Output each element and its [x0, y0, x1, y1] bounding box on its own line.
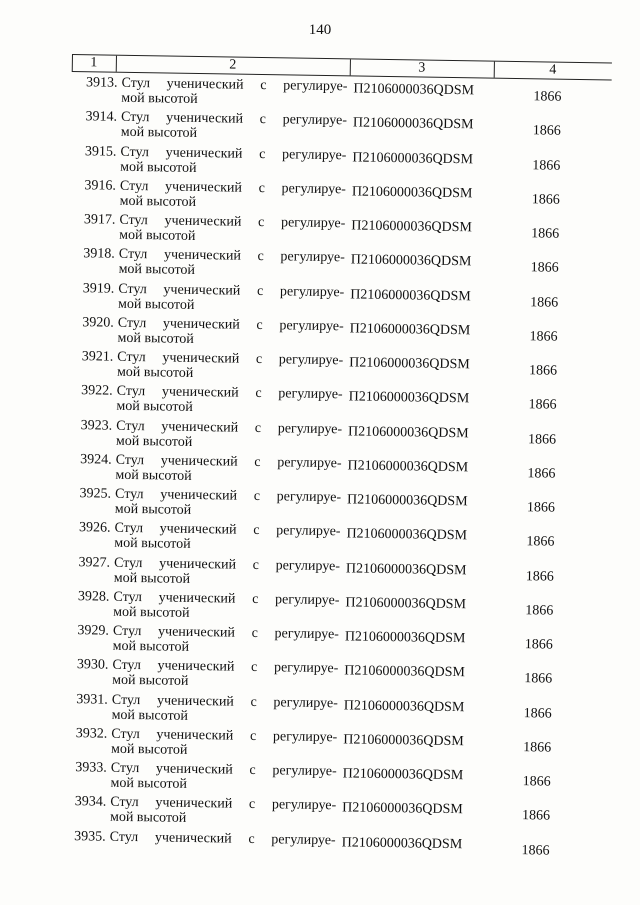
item-number: 3924. [80, 451, 112, 468]
item-description [121, 76, 347, 110]
desc-line-2: мой высотой [117, 296, 195, 313]
desc-word: регулируе- [279, 283, 345, 300]
item-quantity: 1866 [531, 191, 560, 208]
desc-word: ученический [162, 316, 240, 333]
desc-word: ученический [155, 761, 233, 778]
item-code: П2106000036QDSM [352, 149, 474, 167]
item-code: П2106000036QDSM [342, 766, 464, 784]
desc-word: ученический [159, 555, 237, 573]
item-number: 3915. [84, 143, 117, 160]
item-number: 3919. [82, 280, 115, 297]
header-col-3: 3 [418, 60, 426, 76]
desc-word: регулируе- [273, 694, 338, 711]
item-quantity: 1866 [522, 774, 551, 790]
item-code: П2106000036QDSM [352, 115, 474, 133]
desc-line-2: мой высотой [115, 433, 193, 450]
desc-word: ученический [164, 179, 243, 196]
item-code: П2106000036QDSM [345, 560, 467, 578]
item-number: 3935. [74, 828, 106, 845]
desc-word: регулируе- [281, 181, 346, 198]
desc-word: ученический [163, 281, 241, 299]
desc-word: регулируе- [271, 831, 336, 848]
desc-word: Стул [114, 486, 144, 503]
desc-word: Стул [116, 383, 146, 400]
item-description [117, 350, 343, 384]
item-description [116, 418, 342, 452]
desc-line-2: мой высотой [113, 570, 191, 587]
item-quantity: 1866 [531, 226, 560, 242]
desc-word: Стул [116, 418, 145, 434]
item-description [110, 761, 336, 795]
desc-word: ученический [166, 110, 244, 127]
desc-word: с [254, 454, 261, 470]
item-quantity: 1866 [523, 705, 552, 722]
desc-word: Стул [115, 452, 145, 468]
item-description [120, 179, 346, 213]
item-code: П2106000036QDSM [345, 595, 467, 613]
header-col-1: 1 [90, 55, 98, 71]
desc-word: Стул [114, 520, 144, 537]
desc-word: Стул [112, 657, 141, 674]
item-description [116, 384, 342, 418]
desc-word: ученический [161, 418, 239, 436]
desc-word: с [255, 386, 262, 402]
item-quantity: 1866 [526, 534, 555, 550]
desc-line-2: мой высотой [121, 90, 198, 107]
item-description [113, 624, 339, 658]
item-code: П2106000036QDSM [351, 184, 473, 202]
item-code: П2106000036QDSM [346, 526, 468, 544]
item-number: 3927. [78, 554, 111, 571]
desc-line-2: мой высотой [116, 364, 194, 381]
item-code: П2106000036QDSM [349, 321, 471, 339]
desc-word: Стул [118, 281, 147, 297]
item-number: 3929. [77, 623, 110, 639]
item-quantity: 1866 [530, 260, 559, 276]
desc-word: Стул [111, 692, 141, 708]
desc-word: ученический [155, 795, 233, 812]
desc-word: ученический [157, 624, 236, 641]
item-number: 3928. [77, 588, 110, 605]
desc-word: с [256, 283, 264, 299]
item-code: П2106000036QDSM [351, 218, 473, 236]
item-code: П2106000036QDSM [350, 286, 471, 304]
item-description [112, 692, 338, 726]
item-quantity: 1866 [529, 328, 558, 345]
item-quantity: 1866 [523, 739, 552, 756]
desc-line-2: мой высотой [117, 330, 194, 347]
item-description [110, 795, 336, 829]
item-number: 3916. [84, 177, 117, 194]
item-description [115, 487, 341, 521]
desc-word: с [255, 351, 263, 368]
desc-word: с [257, 214, 265, 231]
desc-line-2: мой высотой [110, 741, 188, 758]
desc-word: ученический [159, 521, 237, 538]
table-row [59, 825, 599, 868]
desc-word: с [251, 625, 258, 641]
item-number: 3933. [75, 760, 107, 776]
item-quantity: 1866 [521, 842, 550, 859]
item-number: 3932. [75, 725, 108, 742]
item-number: 3925. [79, 486, 112, 502]
header-col-2: 2 [229, 57, 237, 73]
item-quantity: 1866 [527, 431, 557, 448]
item-quantity: 1866 [524, 637, 553, 653]
desc-line-2: мой высотой [110, 775, 187, 792]
desc-word: регулируе- [274, 592, 340, 609]
desc-word: регулируе- [277, 420, 343, 437]
item-code: П2106000036QDSM [347, 458, 469, 476]
desc-word: с [253, 488, 261, 505]
item-code: П2106000036QDSM [350, 252, 472, 270]
item-code: П2106000036QDSM [347, 423, 469, 441]
item-quantity: 1866 [532, 157, 561, 174]
desc-line-2: мой высотой [111, 707, 189, 724]
item-description [112, 658, 338, 692]
desc-word: Стул [111, 726, 140, 742]
item-description [114, 555, 340, 589]
desc-word: ученический [160, 487, 238, 504]
desc-word: ученический [156, 692, 234, 710]
desc-word: регулируе- [280, 249, 345, 266]
item-number: 3921. [81, 349, 114, 365]
item-code: П2106000036QDSM [344, 663, 466, 681]
desc-word: ученический [154, 829, 232, 847]
page-number: 140 [308, 22, 332, 38]
desc-word: ученический [164, 213, 242, 230]
item-number: 3917. [83, 212, 116, 228]
item-quantity: 1866 [528, 397, 557, 413]
desc-word: регулируе- [281, 146, 347, 163]
item-code: П2106000036QDSM [343, 732, 464, 749]
item-number: 3920. [82, 314, 114, 331]
desc-word: с [249, 728, 257, 744]
item-description [118, 281, 344, 315]
desc-line-2: мой высотой [119, 227, 196, 244]
desc-word: Стул [117, 349, 146, 366]
desc-word: регулируе- [280, 215, 346, 232]
item-quantity: 1866 [530, 294, 559, 311]
desc-word: ученический [158, 590, 236, 607]
desc-word: ученический [166, 76, 244, 93]
desc-word: с [252, 557, 260, 573]
item-description [110, 829, 336, 848]
desc-word: с [259, 112, 267, 128]
desc-word: с [257, 249, 264, 265]
item-code: П2106000036QDSM [349, 355, 470, 373]
desc-word: ученический [160, 453, 238, 470]
desc-line-2: мой высотой [112, 638, 190, 655]
item-number: 3926. [78, 520, 111, 536]
desc-word: регулируе- [272, 763, 337, 780]
desc-word: регулируе- [279, 318, 344, 335]
desc-word: Стул [110, 794, 139, 811]
item-number: 3913. [85, 75, 118, 91]
desc-word: Стул [118, 247, 148, 263]
desc-word: с [256, 317, 263, 333]
desc-word: регулируе- [276, 489, 342, 506]
item-quantity: 1866 [525, 602, 554, 619]
desc-word: регулируе- [282, 112, 348, 129]
item-code: П2106000036QDSM [341, 834, 463, 852]
desc-word: регулируе- [271, 797, 337, 814]
desc-word: Стул [120, 144, 150, 160]
desc-word: Стул [119, 212, 148, 229]
desc-word: с [248, 831, 255, 847]
item-description [115, 452, 341, 486]
inventory-table [59, 54, 612, 868]
desc-word: ученический [156, 727, 234, 744]
item-description [120, 144, 346, 178]
desc-word: Стул [119, 178, 149, 194]
desc-word: с [250, 660, 258, 676]
desc-line-2: мой высотой [118, 262, 196, 279]
desc-line-2: мой высотой [113, 604, 190, 621]
desc-word: регулируе- [273, 660, 339, 677]
desc-word: с [249, 762, 256, 778]
desc-word: ученический [165, 144, 243, 162]
desc-word: Стул [113, 589, 143, 605]
desc-line-2: мой высотой [114, 501, 192, 518]
item-quantity: 1866 [528, 363, 558, 379]
desc-line-2: мой высотой [116, 398, 193, 416]
item-quantity: 1866 [521, 808, 551, 824]
item-description [113, 589, 339, 623]
desc-line-2: мой высотой [115, 467, 192, 484]
desc-word: Стул [120, 110, 150, 126]
item-number: 3918. [83, 246, 115, 262]
desc-line-2: мой высотой [120, 159, 197, 176]
desc-word: регулируе- [272, 728, 338, 745]
item-number: 3923. [80, 417, 113, 434]
item-quantity: 1866 [532, 123, 561, 139]
item-quantity: 1866 [526, 500, 556, 516]
item-code: П2106000036QDSM [342, 800, 463, 818]
item-description [121, 110, 347, 144]
desc-word: ученический [161, 384, 239, 401]
desc-word: Стул [113, 555, 143, 571]
item-quantity: 1866 [533, 89, 562, 105]
header-col-4: 4 [549, 62, 557, 78]
desc-word: с [250, 694, 257, 710]
item-number: 3914. [85, 109, 118, 125]
desc-word: с [258, 180, 265, 196]
desc-word: Стул [110, 760, 140, 777]
desc-word: Стул [112, 623, 142, 640]
desc-word: ученический [157, 658, 235, 675]
desc-word: с [248, 797, 256, 813]
desc-word: с [252, 591, 259, 607]
item-code: П2106000036QDSM [344, 629, 466, 647]
desc-word: регулируе- [283, 78, 348, 95]
desc-line-2: мой высотой [114, 535, 191, 553]
item-number: 3934. [74, 794, 107, 810]
item-number: 3931. [76, 691, 108, 708]
desc-line-2: мой высотой [119, 193, 197, 210]
desc-word: с [253, 523, 260, 539]
desc-word: регулируе- [275, 557, 341, 574]
item-description [114, 521, 340, 555]
desc-line-2: мой высотой [109, 809, 187, 827]
table-body [59, 72, 611, 868]
desc-word: с [259, 146, 266, 162]
item-number: 3922. [81, 383, 113, 399]
item-quantity: 1866 [527, 465, 556, 482]
desc-word: Стул [117, 315, 147, 331]
desc-word: регулируе- [274, 626, 339, 643]
item-description [117, 316, 343, 350]
desc-word: Стул [109, 829, 139, 845]
item-description [111, 726, 337, 760]
desc-word: регулируе- [278, 352, 344, 369]
desc-word: Стул [121, 75, 151, 92]
desc-word: регулируе- [276, 523, 341, 540]
desc-word: регулируе- [278, 386, 343, 403]
desc-word: ученический [163, 247, 241, 264]
item-code: П2106000036QDSM [353, 81, 475, 99]
item-description [119, 247, 345, 281]
item-code: П2106000036QDSM [348, 389, 470, 407]
item-code: П2106000036QDSM [346, 492, 468, 510]
desc-word: с [260, 77, 267, 94]
item-quantity: 1866 [525, 568, 554, 585]
desc-line-2: мой высотой [120, 125, 198, 142]
item-code: П2106000036QDSM [343, 697, 465, 715]
item-quantity: 1866 [524, 671, 553, 687]
desc-word: с [254, 420, 262, 436]
item-number: 3930. [76, 657, 109, 673]
item-description [119, 213, 345, 247]
desc-word: ученический [162, 350, 240, 367]
desc-word: регулируе- [277, 455, 342, 472]
desc-line-2: мой высотой [112, 672, 189, 690]
